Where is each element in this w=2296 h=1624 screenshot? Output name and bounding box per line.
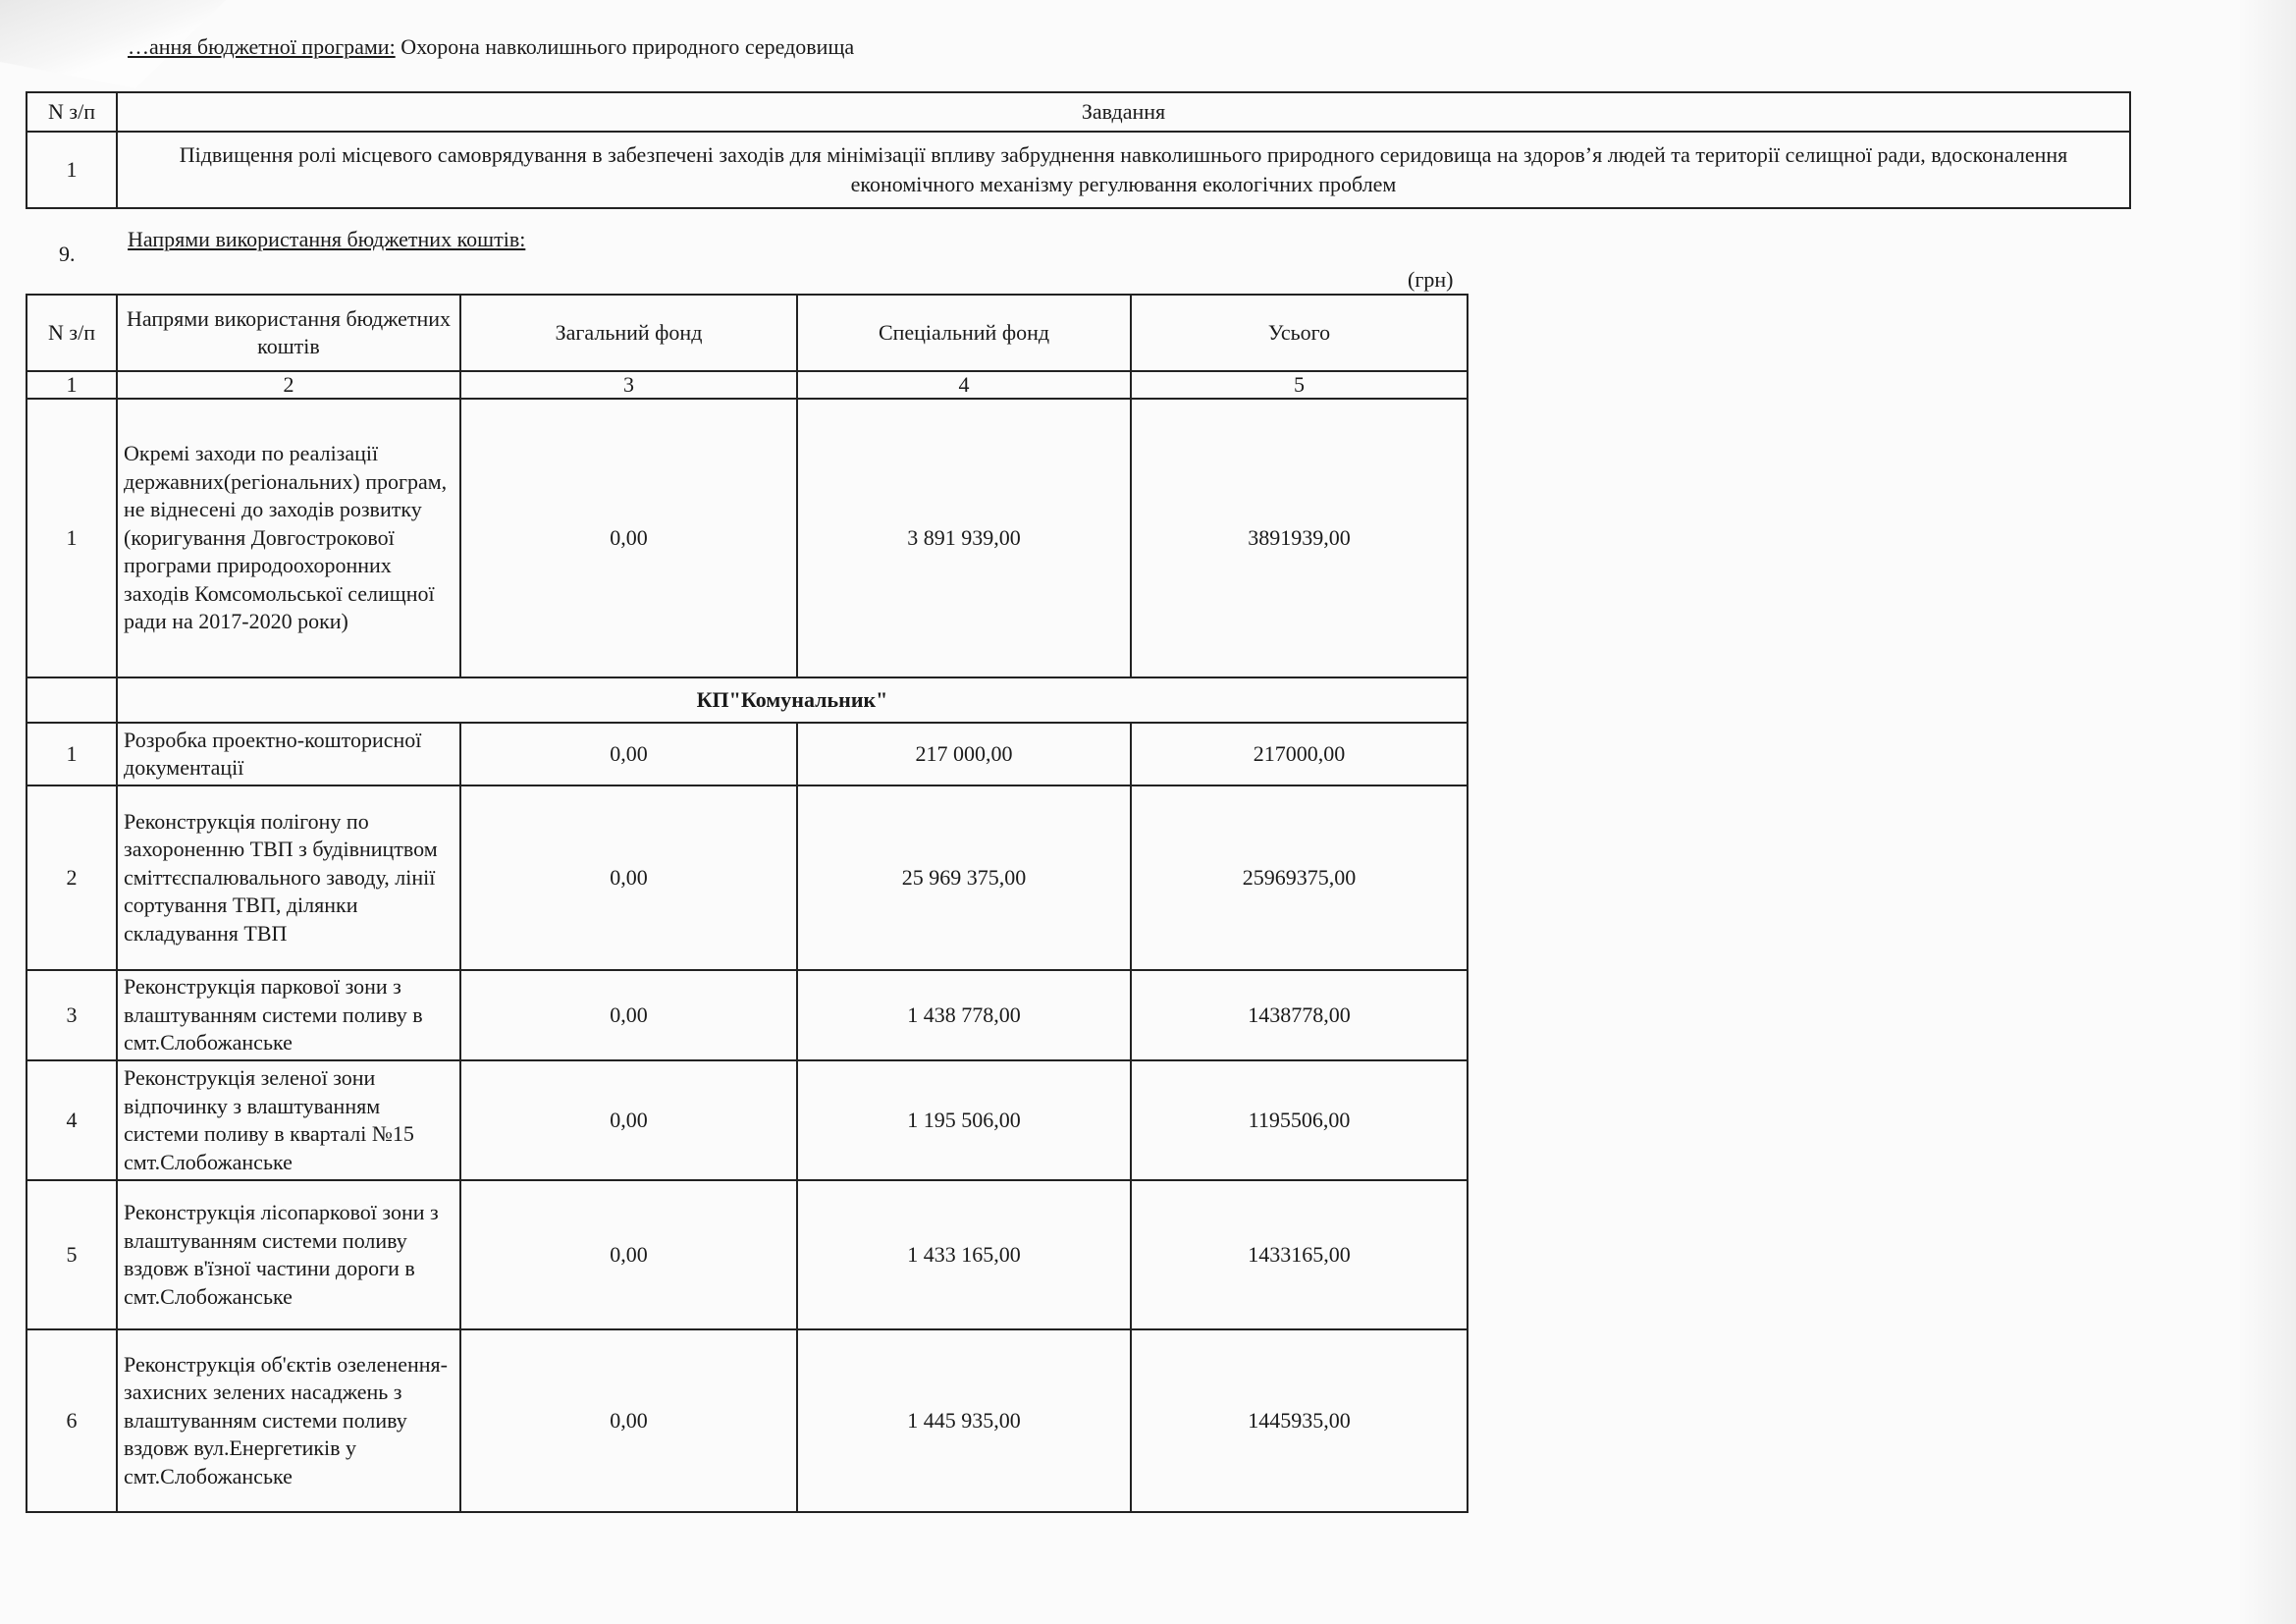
row-total: 1445935,00 bbox=[1131, 1329, 1468, 1512]
table-row bbox=[27, 399, 1468, 677]
program-heading-prefix: …ання бюджетної програми: bbox=[128, 34, 396, 59]
row-total: 25969375,00 bbox=[1131, 785, 1468, 970]
tasks-header-task: Завдання bbox=[117, 92, 2130, 132]
row-num: 6 bbox=[27, 1329, 117, 1512]
row-general-fund: 0,00 bbox=[460, 399, 797, 677]
row-direction: Реконструкція полігону по захороненню ТВП з будівництвом сміттєспалювального заводу, лінії сортування ТВП, ділянки складування ТВП bbox=[117, 785, 460, 970]
header-general-fund: Загальний фонд bbox=[460, 295, 797, 371]
row-special-fund: 1 433 165,00 bbox=[797, 1180, 1131, 1329]
section-label: КП"Комунальник" bbox=[117, 677, 1468, 723]
row-direction: Реконструкція зеленої зони відпочинку з влаштуванням системи поливу в кварталі №15 смт.Слобожанське bbox=[117, 1060, 460, 1180]
tasks-header-row bbox=[27, 92, 2130, 132]
section-title: Напрями використання бюджетних коштів: bbox=[128, 227, 526, 251]
table-row bbox=[27, 970, 1468, 1060]
row-num: 1 bbox=[27, 399, 117, 677]
table-row bbox=[27, 1180, 1468, 1329]
row-direction: Реконструкція лісопаркової зони з влаштуванням системи поливу вздовж в'їзної частини дороги в смт.Слобожанське bbox=[117, 1180, 460, 1329]
tasks-row-num: 1 bbox=[27, 132, 117, 208]
row-special-fund: 1 445 935,00 bbox=[797, 1329, 1131, 1512]
colnum-4: 4 bbox=[797, 371, 1131, 399]
header-num: N з/п bbox=[27, 295, 117, 371]
row-num: 1 bbox=[27, 723, 117, 785]
tasks-table bbox=[26, 91, 2131, 209]
row-direction: Реконструкція об'єктів озеленення- захисних зелених насаджень з влаштуванням системи поливу вздовж вул.Енергетиків у смт.Слобожанське bbox=[117, 1329, 460, 1512]
colnum-3: 3 bbox=[460, 371, 797, 399]
row-general-fund: 0,00 bbox=[460, 1180, 797, 1329]
section-number: 9. bbox=[59, 242, 76, 266]
row-total: 1433165,00 bbox=[1131, 1180, 1468, 1329]
row-general-fund: 0,00 bbox=[460, 785, 797, 970]
row-general-fund: 0,00 bbox=[460, 723, 797, 785]
colnum-1: 1 bbox=[27, 371, 117, 399]
tasks-row bbox=[27, 132, 2130, 208]
row-direction: Розробка проектно-кошторисної документації bbox=[117, 723, 460, 785]
program-heading bbox=[128, 33, 854, 61]
directions-table bbox=[26, 294, 1468, 1513]
row-total: 1195506,00 bbox=[1131, 1060, 1468, 1180]
program-heading-name: Охорона навколишнього природного середовища bbox=[400, 34, 855, 59]
row-special-fund: 217 000,00 bbox=[797, 723, 1131, 785]
row-total: 217000,00 bbox=[1131, 723, 1468, 785]
row-special-fund: 25 969 375,00 bbox=[797, 785, 1131, 970]
currency-label: (грн) bbox=[1408, 267, 1454, 292]
row-general-fund: 0,00 bbox=[460, 1060, 797, 1180]
tasks-header-num: N з/п bbox=[27, 92, 117, 132]
scan-shadow bbox=[2237, 0, 2296, 1624]
row-special-fund: 1 438 778,00 bbox=[797, 970, 1131, 1060]
row-special-fund: 3 891 939,00 bbox=[797, 399, 1131, 677]
table-row bbox=[27, 723, 1468, 785]
row-total: 1438778,00 bbox=[1131, 970, 1468, 1060]
table-row bbox=[27, 1329, 1468, 1512]
directions-header-row bbox=[27, 295, 1468, 371]
table-row bbox=[27, 785, 1468, 970]
row-general-fund: 0,00 bbox=[460, 970, 797, 1060]
row-num: 4 bbox=[27, 1060, 117, 1180]
row-special-fund: 1 195 506,00 bbox=[797, 1060, 1131, 1180]
header-total: Усього bbox=[1131, 295, 1468, 371]
tasks-row-text: Підвищення ролі місцевого самоврядування в забезпечені заходів для мінімізації впливу забруднення навколишнього природного серидовища на здоров’я людей та території селищної ради, вдосконалення економічного механізму регулювання екологічних проблем bbox=[117, 132, 2130, 208]
header-direction: Напрями використання бюджетних коштів bbox=[117, 295, 460, 371]
row-direction: Реконструкція паркової зони з влаштуванням системи поливу в смт.Слобожанське bbox=[117, 970, 460, 1060]
row-num: 5 bbox=[27, 1180, 117, 1329]
table-row bbox=[27, 1060, 1468, 1180]
colnum-5: 5 bbox=[1131, 371, 1468, 399]
column-numbers-row bbox=[27, 371, 1468, 399]
row-total: 3891939,00 bbox=[1131, 399, 1468, 677]
header-special-fund: Спеціальний фонд bbox=[797, 295, 1131, 371]
row-direction: Окремі заходи по реалізації державних(регіональних) програм, не віднесені до заходів розвитку (коригування Довгострокової програми природоохоронних заходів Комсомольської селищної ради на 2017-2020 роки) bbox=[117, 399, 460, 677]
row-num: 2 bbox=[27, 785, 117, 970]
row-general-fund: 0,00 bbox=[460, 1329, 797, 1512]
section-row bbox=[27, 677, 1468, 723]
colnum-2: 2 bbox=[117, 371, 460, 399]
row-num: 3 bbox=[27, 970, 117, 1060]
